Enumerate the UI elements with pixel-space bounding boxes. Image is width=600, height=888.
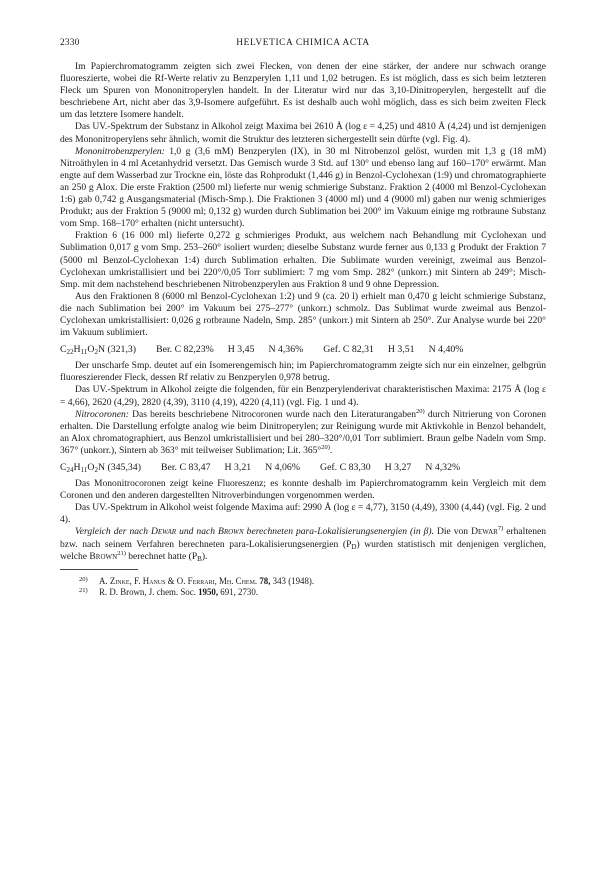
section-title-mononitrobenzperylene: Mononitrobenzperylen:: [75, 145, 165, 157]
paragraph-localization-energies: Vergleich der nach Dewar und nach Brown berechneten para-Lokalisierungsenergien (in β). Die von Dewar$^{7)}$ erhaltenen bzw. nach seinem Verfahren berechneten para-Lokalisierungsenergien $(P_D)$ wurden statistisch mit denjenigen verglichen, welche Brown$^{21)}$ berechnet hatte $(P_B)$.: [60, 525, 546, 563]
paragraph-no-fluorescence: Das Mononitrocoronen zeigt keine Fluoreszenz; es konnte deshalb im Papierchromatogramm kein Vergleich mit dem Coronen und den anderen dargestellten Nitroverbindungen vorgenommen werden.: [60, 478, 546, 502]
section-title-nitrocoronene: Nitrocoronen:: [75, 408, 129, 420]
footnote-mark: 21): [79, 587, 88, 595]
calculated-h: H 3,45: [227, 344, 255, 356]
calculated-n: N 4,36%: [268, 344, 304, 356]
found-n: N 4,40%: [428, 344, 464, 356]
paragraph-nitrocoronene: Nitrocoronen: Das bereits beschriebene Nitrocoronen wurde nach den Literaturangaben$^{20)}$ durch Nitrierung von Coronen erhalten. Die Darstellung erfolgte analog wie beim Dinitroperylen; zur Reinigung wurde mit Aktivkohle in Benzol behandelt, an Alox chromatographiert, aus Benzol umkristallisiert und bei 280–320°/0,01 Torr sublimiert. Braun gelbe Nadeln vom Smp. 367° (unkorr.), Sintern ab 363° mit teilweiser Sublimation; Lit. 365°$^{20)}$.: [60, 407, 547, 456]
found-c: Gef. C 82,31: [323, 344, 374, 356]
calculated-c: Ber. C 82,23%: [156, 344, 214, 356]
found-h: H 3,51: [387, 344, 415, 356]
footnote-ref: 20): [416, 407, 425, 415]
found-h: H 3,27: [384, 462, 412, 473]
paragraph-chromatogram: Im Papierchromatogramm zeigten sich zwei Flecken, von denen der eine stärker, der andere nur schwach orange fluoreszierte, wobei die Rf-Werte relativ zu Benzperylen 1,11 und 1,02 betrugen. Es ist möglich, dass es sich beim letzteren Fleck um Spuren von Mononitroperylen handelt. In der Literatur wird nur das 3,10-Dinitroperylen, hergestellt auf die beschriebene Art, nicht aber das 3,9-Isomere aufgeführt. Es ist deshalb auch wohl möglich, dass es sich beim zweiten Fleck um das letztere Isomere handelt.: [60, 61, 546, 121]
molecular-formula: $C_{22}H_{11}O_2N$ (321,3): [60, 344, 137, 357]
section-title-comparison: Vergleich der nach Dewar und nach Brown berechneten para-Lokalisierungsenergien (in β).: [75, 526, 434, 538]
running-header: [60, 38, 546, 52]
paragraph-uv-coronene: Das UV.-Spektrum in Alkohol weist folgende Maxima auf: 2990 Å (log ε = 4,77), 3150 (4,49), 3300 (4,44) (vgl. Fig. 2 und 4).: [60, 502, 546, 526]
article-body: [60, 61, 546, 599]
found-n: N 4,32%: [425, 462, 461, 473]
footnote-ref: 7): [497, 525, 504, 533]
page-number: 2330: [60, 38, 80, 48]
elemental-analysis-2: [60, 462, 546, 474]
calculated-n: N 4,06%: [265, 462, 300, 473]
found-c: Gef. C 83,30: [320, 462, 371, 473]
molecular-formula: $C_{24}H_{11}O_2N$ (345,34): [60, 462, 141, 474]
paragraph-mononitrobenzperylene: Mononitrobenzperylen: 1,0 g (3,6 mM) Benzperylen (IX), in 30 ml Nitrobenzol gelöst, wurden mit 1,3 g (18 mM) Nitroäthylen in 4 ml Acetanhydrid versetzt. Das Gemisch wurde 3 Std. auf 130° und ebenso lang auf 160–170° erwärmt. Man engte auf dem Wasserbad zur Trockne ein, löste das Rohprodukt (1,446 g) in Benzol-Cyclohexan (1:9) und chromatographierte an 250 g Alox. Die erste Fraktion (2500 ml) lieferte nur wenig schmierige Substanz. Fraktion 2 (4000 ml Benzol-Cyclohexan 1:6) gab 0,742 g Ausgangsmaterial (Misch-Smp.). Die Fraktionen 3 (4000 ml) und 4 (9000 ml) gaben nur wenig schmieriges Produkt; aus der Fraktion 5 (9000 ml; 0,132 g) wurden durch Sublimation bei 200° im Vakuum einige mg rotbraune Substanz vom Smp. 168–170° erhalten (nicht untersucht).: [60, 145, 546, 230]
paragraph-isomer-mixture: Der unscharfe Smp. deutet auf ein Isomerengemisch hin; im Papierchromatogramm zeigte sich nur ein einzelner, gelbgrün fluoreszierender Fleck, dessen Rf relativ zu Benzperylen 0,978 betrug.: [60, 360, 546, 384]
footnote-ref: 20): [321, 443, 330, 451]
calculated-h: H 3,21: [224, 462, 252, 473]
footnote: $^{21)}$ R. D. Brown, J. chem. Soc. 1950, 691, 2730.: [79, 587, 259, 598]
paragraph-fractions-8-9: Aus den Fraktionen 8 (6000 ml Benzol-Cyclohexan 1:2) und 9 (ca. 20 l) erhielt man 0,470 g leicht schmierige Substanz, die nach Sublimation bei 200° im Vakuum bei 275–277° (unkorr.) schmolz. Das Sublimat wurde zweimal aus Benzol-Cyclohexan umkristallisiert: 0,026 g rotbraune Nadeln, Smp. 285° (unkorr.) mit Sintern ab 250°. Zur Analyse wurde bei 220° im Vakuum sublimiert.: [60, 290, 546, 339]
elemental-analysis-1: [60, 344, 546, 356]
paragraph-uv-benzperylene: Das UV.-Spektrum in Alkohol zeigte die folgenden, für ein Benzperylenderivat charakteristischen Maxima: 2175 Å (log ε = 4,66), 2620 (4,29), 2820 (4,39), 3110 (4,19), 4220 (4,11) (vgl. Fig. 1 und 4).: [60, 384, 546, 408]
calculated-c: Ber. C 83,47: [160, 462, 211, 473]
footnote-divider: [60, 569, 138, 570]
footnote-mark: 20): [79, 575, 88, 583]
paragraph-uv-dinitroperylene: Das UV.-Spektrum der Substanz in Alkohol zeigt Maxima bei 2610 Å (log ε = 4,25) und 4810 Å (4,24) und ist demjenigen des Mononitroperylens sehr ähnlich, womit die Struktur des letzteren sichergestellt sein dürfte (vgl. Fig. 4).: [60, 121, 546, 145]
journal-title: HELVETICA CHIMICA ACTA: [236, 38, 370, 48]
paragraph-fraction-6: Fraktion 6 (16 000 ml) lieferte 0,272 g schmieriges Produkt, aus welchem nach Behandlung mit Cyclohexan und Sublimation 0,017 g vom Smp. 253–260° isoliert wurden; dieselbe Substanz wurde ferner aus 0,133 g Produkt der Fraktion 7 (5000 ml Benzol-Cyclohexan 1:4) durch Sublimation erhalten. Die Sublimate wurden vereinigt, zweimal aus Benzol-Cyclohexan umkristallisiert und bei 220°/0,05 Torr sublimiert: 7 mg vom Smp. 282° (unkorr.) mit Sintern ab 249°; Misch-Smp. mit dem nachstehend beschriebenen Nitrobenzperylen aus Fraktion 8 und 9 ohne Depression.: [60, 230, 546, 290]
footnote: $^{20)}$ A. Zinke, F. Hanus & O. Ferrari, Mh. Chem. 78, 343 (1948).: [79, 575, 315, 586]
footnote-ref: 21): [117, 549, 126, 557]
